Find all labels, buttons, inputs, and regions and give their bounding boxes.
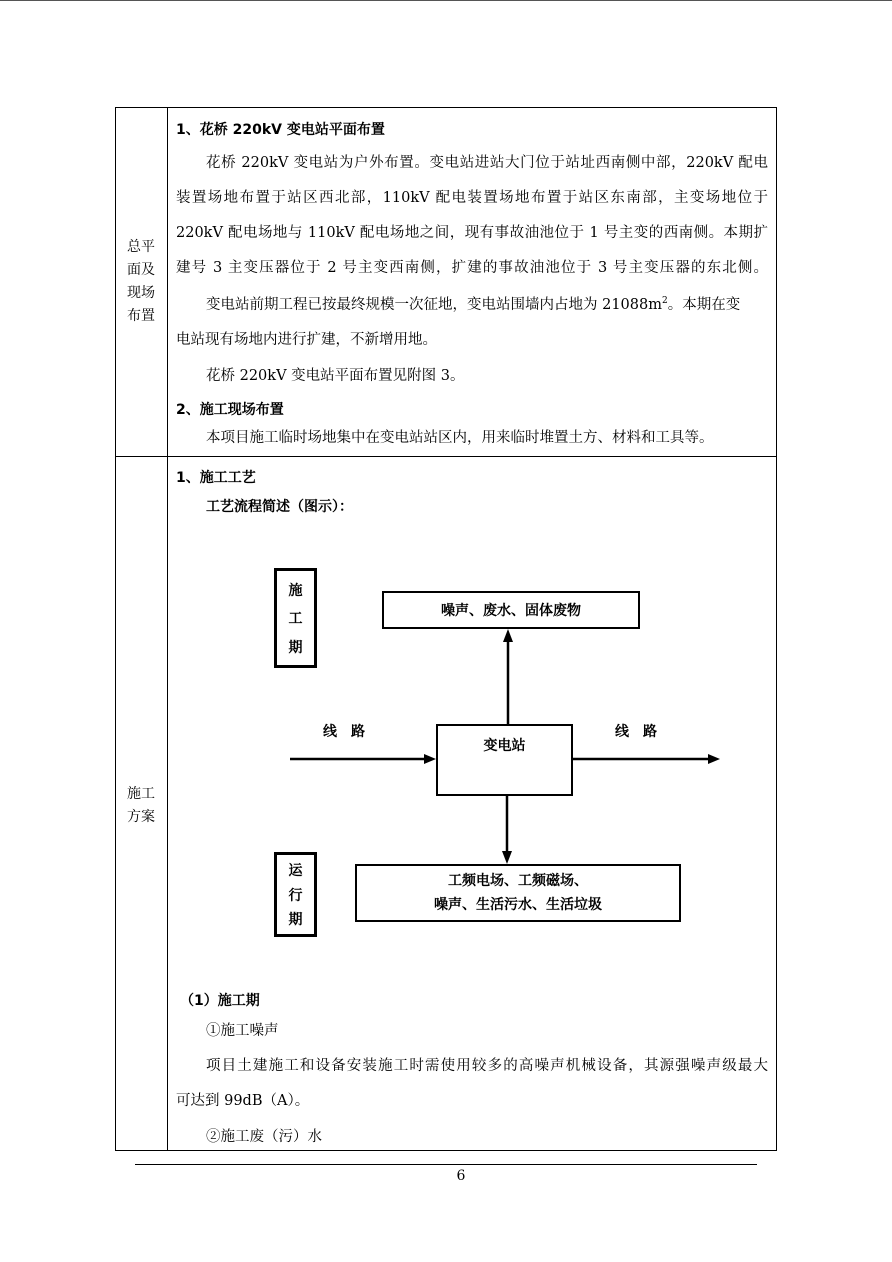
outgoing-line-label: 线 路: [615, 724, 657, 740]
construction-wastewater-title: ②施工废（污）水: [206, 1129, 322, 1145]
footer-line: [135, 1164, 757, 1165]
paragraph-line-3: 220kV 配电场地与 110kV 配电场地之间，现有事故油池位于 1 号主变的西南侧。本期扩: [176, 225, 768, 241]
heading-site-layout: 2、施工现场布置: [176, 402, 284, 418]
paragraph-line-4: 建号 3 主变压器位于 2 号主变西南侧，扩建的事故油池位于 3 号主变压器的东北侧。: [176, 260, 768, 276]
site-layout-paragraph: 本项目施工临时场地集中在变电站站区内，用来临时堆置土方、材料和工具等。: [206, 430, 714, 446]
substation-box: 变电站: [436, 724, 573, 796]
paragraph-line-1: 花桥 220kV 变电站为户外布置。变电站进站大门位于站址西南侧中部，220kV 配电: [206, 155, 768, 171]
side-label-layout: 总平 面及 现场 布置: [127, 239, 155, 324]
heading-construction-period: （1）施工期: [180, 993, 260, 1009]
heading-construction-process: 1、施工工艺: [176, 470, 256, 486]
operation-period-box: 运 行 期: [274, 852, 317, 937]
construction-impacts-box: 噪声、废水、固体废物: [382, 591, 640, 629]
operation-impacts-box: 工频电场、工频磁场、 噪声、生活污水、生活垃圾: [355, 864, 681, 922]
heading-substation-layout: 1、花桥 220kV 变电站平面布置: [176, 122, 385, 138]
page-number: 6: [456, 1168, 466, 1184]
noise-paragraph-line-1: 项目土建施工和设备安装施工时需使用较多的高噪声机械设备，其源强噪声级最大: [206, 1058, 768, 1074]
noise-paragraph-line-2: 可达到 99dB（A）。: [176, 1093, 310, 1109]
paragraph-line-2: 装置场地布置于站区西北部，110kV 配电装置场地布置于站区东南部，主变场地位于: [176, 190, 768, 206]
area-paragraph-line-2: 电站现有场地内进行扩建，不新增用地。: [176, 332, 437, 348]
area-paragraph-line-1: 变电站前期工程已按最终规模一次征地，变电站围墙内占地为 $21088m^2$。本期在变: [206, 296, 741, 313]
construction-period-box: 施 工 期: [274, 568, 317, 668]
side-label-construction-plan: 施工 方案: [127, 786, 155, 825]
flow-chart-title: 工艺流程简述（图示）：: [206, 499, 353, 515]
incoming-line-label: 线 路: [323, 724, 365, 740]
layout-reference-line: 花桥 220kV 变电站平面布置见附图 3。: [206, 368, 465, 384]
construction-noise-title: ①施工噪声: [206, 1023, 279, 1039]
